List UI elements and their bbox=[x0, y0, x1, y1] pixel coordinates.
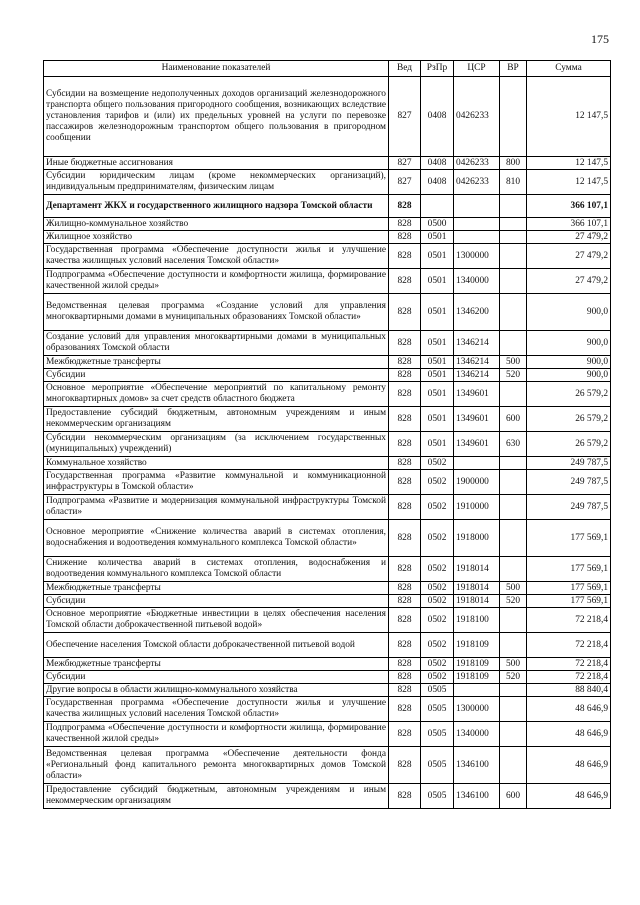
row-csr bbox=[454, 231, 500, 244]
row-ved: 828 bbox=[389, 457, 421, 470]
table-row bbox=[44, 170, 611, 195]
row-ved: 828 bbox=[389, 231, 421, 244]
row-ved: 828 bbox=[389, 470, 421, 495]
table-row bbox=[44, 633, 611, 658]
table-row bbox=[44, 218, 611, 231]
row-ved: 828 bbox=[389, 218, 421, 231]
page-number: 175 bbox=[591, 32, 609, 46]
row-ved: 828 bbox=[389, 671, 421, 684]
row-rzpr: 0505 bbox=[421, 697, 454, 722]
row-ved: 828 bbox=[389, 294, 421, 331]
row-vr bbox=[500, 331, 527, 356]
row-ved: 827 bbox=[389, 170, 421, 195]
row-vr: 520 bbox=[500, 671, 527, 684]
table-row bbox=[44, 784, 611, 809]
row-rzpr: 0501 bbox=[421, 382, 454, 407]
row-csr: 1918100 bbox=[454, 608, 500, 633]
row-vr: 520 bbox=[500, 595, 527, 608]
row-sum: 177 569,1 bbox=[527, 582, 611, 595]
row-name: Ведомственная целевая программа «Создание условий для управления многоквартирными домами в муниципальных образованиях Томской области» bbox=[44, 294, 389, 331]
row-name: Подпрограмма «Развитие и модернизация коммунальной инфраструктуры Томской области» bbox=[44, 495, 389, 520]
row-csr: 0426233 bbox=[454, 170, 500, 195]
row-rzpr: 0502 bbox=[421, 582, 454, 595]
table-row bbox=[44, 244, 611, 269]
row-name: Межбюджетные трансферты bbox=[44, 658, 389, 671]
row-name: Жилищное хозяйство bbox=[44, 231, 389, 244]
row-rzpr: 0501 bbox=[421, 231, 454, 244]
table-row bbox=[44, 77, 611, 157]
row-rzpr: 0502 bbox=[421, 608, 454, 633]
table-row bbox=[44, 407, 611, 432]
row-ved: 828 bbox=[389, 331, 421, 356]
table-row bbox=[44, 470, 611, 495]
row-rzpr: 0505 bbox=[421, 747, 454, 784]
row-ved: 828 bbox=[389, 407, 421, 432]
row-csr: 1918014 bbox=[454, 582, 500, 595]
row-ved: 828 bbox=[389, 557, 421, 582]
row-vr: 600 bbox=[500, 784, 527, 809]
row-sum: 177 569,1 bbox=[527, 520, 611, 557]
row-name: Основное мероприятие «Снижение количества аварий в системах отопления, водоснабжения и водоотведения коммунального комплекса Томской области» bbox=[44, 520, 389, 557]
row-ved: 828 bbox=[389, 382, 421, 407]
header-sum: Сумма bbox=[527, 61, 611, 77]
row-ved: 828 bbox=[389, 244, 421, 269]
row-name: Государственная программа «Развитие коммунальной и коммуникационной инфраструктуры в Томской области» bbox=[44, 470, 389, 495]
row-csr: 1346214 bbox=[454, 331, 500, 356]
row-name: Снижение количества аварий в системах отопления, водоснабжения и водоотведения коммунального комплекса Томской области bbox=[44, 557, 389, 582]
row-name: Обеспечение населения Томской области доброкачественной питьевой водой bbox=[44, 633, 389, 658]
row-sum: 177 569,1 bbox=[527, 595, 611, 608]
table-row bbox=[44, 432, 611, 457]
row-vr bbox=[500, 633, 527, 658]
row-name: Департамент ЖКХ и государственного жилищного надзора Томской области bbox=[44, 195, 389, 218]
row-csr: 1918109 bbox=[454, 658, 500, 671]
row-ved: 828 bbox=[389, 633, 421, 658]
row-csr: 1346100 bbox=[454, 747, 500, 784]
row-sum: 72 218,4 bbox=[527, 658, 611, 671]
row-rzpr: 0505 bbox=[421, 784, 454, 809]
row-vr bbox=[500, 697, 527, 722]
row-sum: 900,0 bbox=[527, 294, 611, 331]
row-csr: 1300000 bbox=[454, 697, 500, 722]
row-sum: 72 218,4 bbox=[527, 608, 611, 633]
row-rzpr: 0502 bbox=[421, 633, 454, 658]
row-name: Другие вопросы в области жилищно-коммунального хозяйства bbox=[44, 684, 389, 697]
table-row bbox=[44, 671, 611, 684]
row-csr bbox=[454, 684, 500, 697]
row-ved: 828 bbox=[389, 684, 421, 697]
row-rzpr bbox=[421, 195, 454, 218]
row-name: Государственная программа «Обеспечение доступности жилья и улучшение качества жилищных условий населения Томской области» bbox=[44, 697, 389, 722]
row-rzpr: 0505 bbox=[421, 684, 454, 697]
table-row bbox=[44, 231, 611, 244]
row-sum: 366 107,1 bbox=[527, 218, 611, 231]
row-csr: 1349601 bbox=[454, 432, 500, 457]
row-ved: 828 bbox=[389, 784, 421, 809]
row-csr: 1346100 bbox=[454, 784, 500, 809]
row-rzpr: 0501 bbox=[421, 356, 454, 369]
row-name: Иные бюджетные ассигнования bbox=[44, 157, 389, 170]
table-row bbox=[44, 557, 611, 582]
row-vr bbox=[500, 231, 527, 244]
header-rzpr: РзПр bbox=[421, 61, 454, 77]
row-csr: 0426233 bbox=[454, 77, 500, 157]
row-rzpr: 0502 bbox=[421, 495, 454, 520]
row-ved: 828 bbox=[389, 369, 421, 382]
row-name: Ведомственная целевая программа «Обеспечение деятельности фонда «Региональный фонд капитального ремонта многоквартирных домов Томской области» bbox=[44, 747, 389, 784]
row-vr: 500 bbox=[500, 658, 527, 671]
row-rzpr: 0502 bbox=[421, 557, 454, 582]
table-row bbox=[44, 157, 611, 170]
table-row bbox=[44, 369, 611, 382]
row-sum: 26 579,2 bbox=[527, 432, 611, 457]
row-rzpr: 0408 bbox=[421, 77, 454, 157]
row-name: Основное мероприятие «Бюджетные инвестиции в целях обеспечения населения Томской области доброкачественной питьевой водой» bbox=[44, 608, 389, 633]
row-rzpr: 0502 bbox=[421, 470, 454, 495]
row-rzpr: 0501 bbox=[421, 369, 454, 382]
row-vr: 500 bbox=[500, 356, 527, 369]
row-name: Создание условий для управления многоквартирными домами в муниципальных образованиях Томской области bbox=[44, 331, 389, 356]
row-rzpr: 0501 bbox=[421, 294, 454, 331]
row-sum: 48 646,9 bbox=[527, 747, 611, 784]
table-row bbox=[44, 195, 611, 218]
row-name: Субсидии bbox=[44, 671, 389, 684]
row-name: Субсидии на возмещение недополученных доходов организаций железнодорожного транспорта общего пользования пригородного сообщения, возникающих вследствие установления тарифов и (или) их предельных уровней на услуги по перевозке пассажиров железнодорожным транспортом общего пользования в пригородном сообщении bbox=[44, 77, 389, 157]
row-ved: 828 bbox=[389, 608, 421, 633]
row-vr bbox=[500, 747, 527, 784]
header-ved: Вед bbox=[389, 61, 421, 77]
table-row bbox=[44, 658, 611, 671]
table-row bbox=[44, 684, 611, 697]
row-vr: 600 bbox=[500, 407, 527, 432]
row-csr: 1910000 bbox=[454, 495, 500, 520]
row-vr bbox=[500, 269, 527, 294]
row-name: Подпрограмма «Обеспечение доступности и комфортности жилища, формирование качественной жилой среды» bbox=[44, 269, 389, 294]
table-row bbox=[44, 457, 611, 470]
row-vr: 800 bbox=[500, 157, 527, 170]
row-rzpr: 0501 bbox=[421, 269, 454, 294]
row-sum: 72 218,4 bbox=[527, 633, 611, 658]
row-name: Жилищно-коммунальное хозяйство bbox=[44, 218, 389, 231]
header-vr: ВР bbox=[500, 61, 527, 77]
row-sum: 88 840,4 bbox=[527, 684, 611, 697]
row-csr: 1300000 bbox=[454, 244, 500, 269]
row-vr bbox=[500, 470, 527, 495]
row-name: Субсидии bbox=[44, 595, 389, 608]
row-ved: 828 bbox=[389, 747, 421, 784]
row-sum: 900,0 bbox=[527, 331, 611, 356]
row-rzpr: 0505 bbox=[421, 722, 454, 747]
row-vr bbox=[500, 382, 527, 407]
row-csr: 1340000 bbox=[454, 722, 500, 747]
row-vr bbox=[500, 608, 527, 633]
row-vr bbox=[500, 294, 527, 331]
row-csr: 1346200 bbox=[454, 294, 500, 331]
row-sum: 12 147,5 bbox=[527, 157, 611, 170]
row-csr: 1918014 bbox=[454, 557, 500, 582]
row-ved: 828 bbox=[389, 195, 421, 218]
row-vr: 630 bbox=[500, 432, 527, 457]
row-vr bbox=[500, 77, 527, 157]
table-row bbox=[44, 294, 611, 331]
row-vr: 500 bbox=[500, 582, 527, 595]
row-vr bbox=[500, 244, 527, 269]
row-sum: 27 479,2 bbox=[527, 269, 611, 294]
row-vr: 520 bbox=[500, 369, 527, 382]
row-vr bbox=[500, 457, 527, 470]
row-name: Субсидии bbox=[44, 369, 389, 382]
table-header-row bbox=[44, 61, 611, 77]
row-rzpr: 0501 bbox=[421, 244, 454, 269]
table-row bbox=[44, 331, 611, 356]
row-rzpr: 0501 bbox=[421, 331, 454, 356]
header-csr: ЦСР bbox=[454, 61, 500, 77]
table-row bbox=[44, 722, 611, 747]
row-vr: 810 bbox=[500, 170, 527, 195]
row-ved: 828 bbox=[389, 595, 421, 608]
table-row bbox=[44, 608, 611, 633]
row-sum: 12 147,5 bbox=[527, 170, 611, 195]
row-ved: 827 bbox=[389, 157, 421, 170]
row-csr: 1346214 bbox=[454, 369, 500, 382]
row-name: Межбюджетные трансферты bbox=[44, 582, 389, 595]
row-ved: 828 bbox=[389, 520, 421, 557]
table-row bbox=[44, 595, 611, 608]
row-csr: 1918109 bbox=[454, 671, 500, 684]
row-vr bbox=[500, 218, 527, 231]
row-name: Коммунальное хозяйство bbox=[44, 457, 389, 470]
row-csr: 1918000 bbox=[454, 520, 500, 557]
row-sum: 900,0 bbox=[527, 369, 611, 382]
row-sum: 72 218,4 bbox=[527, 671, 611, 684]
row-vr bbox=[500, 495, 527, 520]
row-sum: 48 646,9 bbox=[527, 697, 611, 722]
row-ved: 828 bbox=[389, 582, 421, 595]
row-vr bbox=[500, 520, 527, 557]
row-csr: 0426233 bbox=[454, 157, 500, 170]
row-ved: 828 bbox=[389, 658, 421, 671]
table-row bbox=[44, 495, 611, 520]
row-ved: 828 bbox=[389, 697, 421, 722]
row-sum: 249 787,5 bbox=[527, 457, 611, 470]
row-sum: 48 646,9 bbox=[527, 784, 611, 809]
row-csr bbox=[454, 195, 500, 218]
row-rzpr: 0502 bbox=[421, 520, 454, 557]
row-sum: 26 579,2 bbox=[527, 382, 611, 407]
row-rzpr: 0502 bbox=[421, 671, 454, 684]
row-sum: 48 646,9 bbox=[527, 722, 611, 747]
row-csr: 1346214 bbox=[454, 356, 500, 369]
row-name: Предоставление субсидий бюджетным, автономным учреждениям и иным некоммерческим организациям bbox=[44, 407, 389, 432]
row-name: Межбюджетные трансферты bbox=[44, 356, 389, 369]
row-csr: 1340000 bbox=[454, 269, 500, 294]
row-csr: 1918014 bbox=[454, 595, 500, 608]
row-rzpr: 0501 bbox=[421, 407, 454, 432]
table-row bbox=[44, 520, 611, 557]
row-sum: 366 107,1 bbox=[527, 195, 611, 218]
header-name: Наименование показателей bbox=[44, 61, 389, 77]
row-ved: 828 bbox=[389, 495, 421, 520]
row-ved: 828 bbox=[389, 722, 421, 747]
row-sum: 12 147,5 bbox=[527, 77, 611, 157]
row-ved: 828 bbox=[389, 269, 421, 294]
row-csr: 1900000 bbox=[454, 470, 500, 495]
row-sum: 27 479,2 bbox=[527, 231, 611, 244]
row-csr bbox=[454, 457, 500, 470]
table-row bbox=[44, 356, 611, 369]
row-rzpr: 0408 bbox=[421, 157, 454, 170]
row-rzpr: 0408 bbox=[421, 170, 454, 195]
row-sum: 27 479,2 bbox=[527, 244, 611, 269]
row-name: Предоставление субсидий бюджетным, автономным учреждениям и иным некоммерческим организациям bbox=[44, 784, 389, 809]
row-name: Подпрограмма «Обеспечение доступности и комфортности жилища, формирование качественной жилой среды» bbox=[44, 722, 389, 747]
table-row bbox=[44, 582, 611, 595]
row-rzpr: 0502 bbox=[421, 457, 454, 470]
row-vr bbox=[500, 684, 527, 697]
row-rzpr: 0500 bbox=[421, 218, 454, 231]
row-vr bbox=[500, 722, 527, 747]
row-ved: 827 bbox=[389, 77, 421, 157]
row-name: Субсидии юридическим лицам (кроме некоммерческих организаций), индивидуальным предпринимателям, физическим лицам bbox=[44, 170, 389, 195]
row-sum: 249 787,5 bbox=[527, 495, 611, 520]
row-vr bbox=[500, 557, 527, 582]
table-row bbox=[44, 269, 611, 294]
row-rzpr: 0502 bbox=[421, 595, 454, 608]
row-csr: 1918109 bbox=[454, 633, 500, 658]
row-vr bbox=[500, 195, 527, 218]
row-csr: 1349601 bbox=[454, 382, 500, 407]
row-name: Основное мероприятие «Обеспечение мероприятий по капитальному ремонту многоквартирных домов» за счет средств областного бюджета bbox=[44, 382, 389, 407]
table-row bbox=[44, 697, 611, 722]
table-row bbox=[44, 382, 611, 407]
row-sum: 26 579,2 bbox=[527, 407, 611, 432]
row-name: Государственная программа «Обеспечение доступности жилья и улучшение качества жилищных условий населения Томской области» bbox=[44, 244, 389, 269]
row-rzpr: 0502 bbox=[421, 658, 454, 671]
row-csr: 1349601 bbox=[454, 407, 500, 432]
row-sum: 249 787,5 bbox=[527, 470, 611, 495]
budget-table bbox=[43, 60, 611, 809]
row-ved: 828 bbox=[389, 432, 421, 457]
row-sum: 900,0 bbox=[527, 356, 611, 369]
row-rzpr: 0501 bbox=[421, 432, 454, 457]
row-csr bbox=[454, 218, 500, 231]
table-body bbox=[44, 77, 611, 809]
row-name: Субсидии некоммерческим организациям (за исключением государственных (муниципальных) учреждений) bbox=[44, 432, 389, 457]
row-sum: 177 569,1 bbox=[527, 557, 611, 582]
table-row bbox=[44, 747, 611, 784]
row-ved: 828 bbox=[389, 356, 421, 369]
